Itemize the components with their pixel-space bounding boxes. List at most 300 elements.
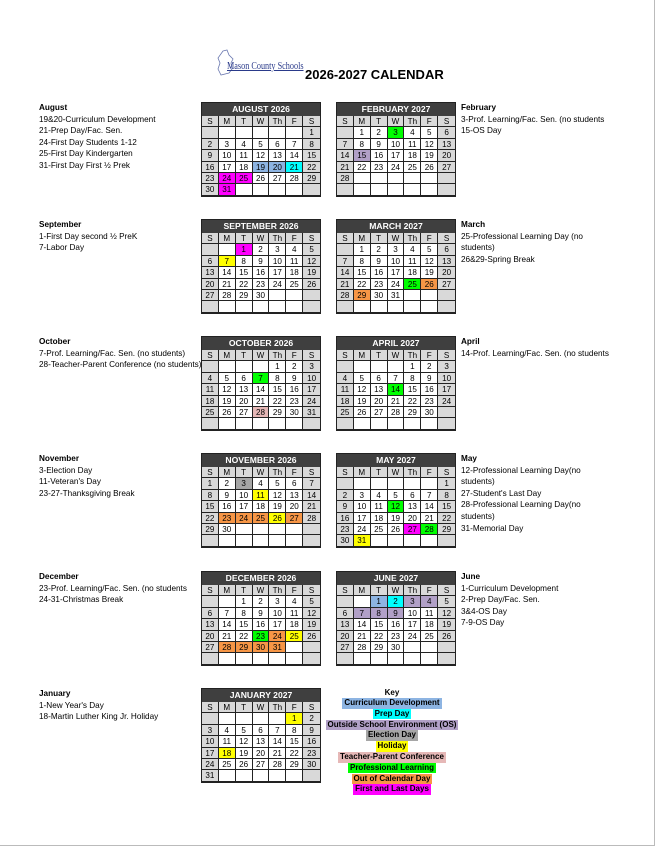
day-cell: 17 <box>202 748 219 759</box>
day-cell: 6 <box>202 256 219 267</box>
calendar-grid <box>202 116 320 196</box>
empty-cell <box>219 418 236 429</box>
empty-cell <box>253 535 270 546</box>
day-cell: 19 <box>388 513 405 524</box>
day-cell: 18 <box>236 162 253 173</box>
day-cell: 18 <box>404 150 421 161</box>
day-cell: 23 <box>371 279 388 290</box>
weekday-header: S <box>337 467 354 478</box>
calendar-title: APRIL 2027 <box>337 337 455 350</box>
note-line: 24-First Day Students 1-12 <box>39 137 137 147</box>
note-line: 28-Teacher-Parent Conference (no students) <box>39 360 202 370</box>
day-cell: 30 <box>253 642 270 653</box>
day-cell: 3 <box>354 490 371 501</box>
day-cell: 25 <box>253 513 270 524</box>
day-cell: 18 <box>286 267 303 278</box>
day-cell: 10 <box>388 139 405 150</box>
empty-cell <box>202 713 219 724</box>
day-cell: 5 <box>421 244 438 255</box>
note-line: 3-Election Day <box>39 465 93 475</box>
day-cell: 4 <box>404 244 421 255</box>
notes-august <box>39 102 204 172</box>
weekday-header: Th <box>404 116 421 127</box>
day-cell: 16 <box>421 384 438 395</box>
day-cell: 9 <box>253 256 270 267</box>
day-cell: 22 <box>354 279 371 290</box>
day-cell: 19 <box>219 396 236 407</box>
empty-cell <box>337 127 354 138</box>
day-cell: 12 <box>236 736 253 747</box>
weekday-header: S <box>202 116 219 127</box>
day-cell: 15 <box>202 501 219 512</box>
day-cell: 3 <box>388 244 405 255</box>
key-row <box>322 763 462 774</box>
notes-january <box>39 688 204 723</box>
day-cell: 1 <box>236 244 253 255</box>
day-cell: 15 <box>303 150 320 161</box>
day-cell: 2 <box>388 596 405 607</box>
day-cell: 20 <box>438 150 455 161</box>
key-row <box>322 698 462 709</box>
empty-cell <box>337 653 354 664</box>
day-cell: 27 <box>202 642 219 653</box>
weekday-header: M <box>219 467 236 478</box>
key-row <box>322 709 462 720</box>
day-cell: 4 <box>219 725 236 736</box>
day-cell: 12 <box>303 256 320 267</box>
day-cell: 21 <box>421 513 438 524</box>
day-cell: 2 <box>253 244 270 255</box>
day-cell: 16 <box>303 736 320 747</box>
empty-cell <box>354 418 371 429</box>
day-cell: 20 <box>202 631 219 642</box>
empty-cell <box>337 244 354 255</box>
key-row <box>322 720 462 731</box>
empty-cell <box>236 770 253 781</box>
empty-cell <box>303 290 320 301</box>
empty-cell <box>236 184 253 195</box>
notes-september <box>39 219 204 254</box>
day-cell: 6 <box>438 127 455 138</box>
day-cell: 30 <box>219 524 236 535</box>
day-cell: 22 <box>354 162 371 173</box>
empty-cell <box>253 361 270 372</box>
weekday-header: F <box>421 116 438 127</box>
empty-cell <box>303 770 320 781</box>
empty-cell <box>202 301 219 312</box>
calendar-title: SEPTEMBER 2026 <box>202 220 320 233</box>
weekday-header: F <box>286 350 303 361</box>
day-cell: 17 <box>303 384 320 395</box>
day-cell: 4 <box>404 127 421 138</box>
note-line: 3-Prof. Learning/Fac. Sen. (no students <box>461 114 605 124</box>
note-line: 26&29-Spring Break <box>461 254 535 264</box>
day-cell: 19 <box>253 162 270 173</box>
day-cell: 29 <box>354 290 371 301</box>
notes-heading: January <box>39 689 71 698</box>
day-cell: 12 <box>219 384 236 395</box>
day-cell: 12 <box>438 608 455 619</box>
weekday-header: T <box>371 350 388 361</box>
day-cell: 11 <box>219 736 236 747</box>
note-line: 21-Prep Day/Fac. Sen. <box>39 126 123 136</box>
empty-cell <box>253 653 270 664</box>
weekday-header: T <box>236 116 253 127</box>
note-line: 23-27-Thanksgiving Break <box>39 488 135 498</box>
empty-cell <box>303 301 320 312</box>
day-cell: 23 <box>388 631 405 642</box>
empty-cell <box>269 418 286 429</box>
empty-cell <box>219 244 236 255</box>
day-cell: 31 <box>354 535 371 546</box>
notes-october <box>39 336 204 371</box>
day-cell: 12 <box>354 384 371 395</box>
day-cell: 11 <box>337 384 354 395</box>
day-cell: 22 <box>269 396 286 407</box>
day-cell: 18 <box>371 513 388 524</box>
day-cell: 20 <box>438 267 455 278</box>
weekday-header: S <box>303 350 320 361</box>
day-cell: 21 <box>354 631 371 642</box>
day-cell: 8 <box>371 608 388 619</box>
header <box>215 55 475 95</box>
day-cell: 13 <box>286 490 303 501</box>
empty-cell <box>269 713 286 724</box>
empty-cell <box>236 713 253 724</box>
empty-cell <box>286 127 303 138</box>
weekday-header: T <box>371 233 388 244</box>
note-line: 7-Prof. Learning/Fac. Sen. (no students) <box>39 348 186 358</box>
day-cell: 31 <box>303 407 320 418</box>
day-cell: 24 <box>438 396 455 407</box>
day-cell: 19 <box>421 150 438 161</box>
empty-cell <box>404 418 421 429</box>
day-cell: 19 <box>303 619 320 630</box>
day-cell: 30 <box>421 407 438 418</box>
day-cell: 19 <box>236 748 253 759</box>
day-cell: 25 <box>421 631 438 642</box>
day-cell: 4 <box>286 244 303 255</box>
calendar-grid <box>337 233 455 313</box>
empty-cell <box>269 290 286 301</box>
empty-cell <box>286 653 303 664</box>
weekday-header: W <box>388 585 405 596</box>
weekday-header: F <box>421 233 438 244</box>
day-cell: 22 <box>236 631 253 642</box>
day-cell: 29 <box>286 759 303 770</box>
empty-cell <box>303 653 320 664</box>
empty-cell <box>421 535 438 546</box>
day-cell: 26 <box>303 279 320 290</box>
empty-cell <box>202 596 219 607</box>
empty-cell <box>421 642 438 653</box>
key-item-label: Professional Learning <box>349 762 435 772</box>
day-cell: 23 <box>303 748 320 759</box>
day-cell: 13 <box>269 150 286 161</box>
day-cell: 17 <box>388 267 405 278</box>
day-cell: 1 <box>354 127 371 138</box>
notes-april <box>461 336 611 359</box>
day-cell: 3 <box>388 127 405 138</box>
key-item-label: Outside School Environment (OS) <box>327 719 457 729</box>
day-cell: 25 <box>371 524 388 535</box>
day-cell: 14 <box>354 619 371 630</box>
notes-heading: May <box>461 454 477 463</box>
empty-cell <box>337 478 354 489</box>
day-cell: 13 <box>337 619 354 630</box>
weekday-header: S <box>202 467 219 478</box>
day-cell: 15 <box>354 150 371 161</box>
empty-cell <box>303 524 320 535</box>
note-line: 19&20-Curriculum Development <box>39 114 156 124</box>
day-cell: 9 <box>337 501 354 512</box>
calendar-title: DECEMBER 2026 <box>202 572 320 585</box>
day-cell: 25 <box>236 173 253 184</box>
day-cell: 20 <box>337 631 354 642</box>
empty-cell <box>404 478 421 489</box>
school-logo <box>215 55 305 81</box>
day-cell: 15 <box>236 267 253 278</box>
day-cell: 7 <box>337 256 354 267</box>
weekday-header: M <box>219 233 236 244</box>
weekday-header: F <box>286 467 303 478</box>
day-cell: 4 <box>202 373 219 384</box>
day-cell: 29 <box>303 173 320 184</box>
day-cell: 23 <box>337 524 354 535</box>
weekday-header: S <box>303 467 320 478</box>
empty-cell <box>404 184 421 195</box>
empty-cell <box>388 418 405 429</box>
day-cell: 10 <box>388 256 405 267</box>
calendar-title: OCTOBER 2026 <box>202 337 320 350</box>
day-cell: 10 <box>202 736 219 747</box>
weekday-header: Th <box>269 467 286 478</box>
day-cell: 24 <box>388 162 405 173</box>
day-cell: 6 <box>253 725 270 736</box>
day-cell: 14 <box>388 384 405 395</box>
empty-cell <box>388 478 405 489</box>
key-item-label: Out of Calendar Day <box>353 773 431 783</box>
day-cell: 29 <box>202 524 219 535</box>
day-cell: 3 <box>438 361 455 372</box>
day-cell: 30 <box>253 290 270 301</box>
day-cell: 16 <box>286 384 303 395</box>
notes-heading: October <box>39 337 71 346</box>
day-cell: 16 <box>337 513 354 524</box>
day-cell: 3 <box>269 596 286 607</box>
day-cell: 8 <box>236 256 253 267</box>
day-cell: 1 <box>269 361 286 372</box>
note-line: 18-Martin Luther King Jr. Holiday <box>39 712 159 722</box>
calendar-grid <box>337 116 455 196</box>
empty-cell <box>337 418 354 429</box>
day-cell: 20 <box>371 396 388 407</box>
day-cell: 10 <box>404 608 421 619</box>
empty-cell <box>421 653 438 664</box>
day-cell: 29 <box>269 407 286 418</box>
day-cell: 8 <box>354 256 371 267</box>
weekday-header: Th <box>404 233 421 244</box>
empty-cell <box>388 535 405 546</box>
weekday-header: Th <box>269 116 286 127</box>
empty-cell <box>286 418 303 429</box>
day-cell: 2 <box>219 478 236 489</box>
day-cell: 16 <box>253 619 270 630</box>
day-cell: 5 <box>388 490 405 501</box>
day-cell: 1 <box>438 478 455 489</box>
empty-cell <box>269 535 286 546</box>
day-cell: 14 <box>337 150 354 161</box>
day-cell: 13 <box>404 501 421 512</box>
day-cell: 26 <box>438 631 455 642</box>
day-cell: 8 <box>269 373 286 384</box>
weekday-header: F <box>286 233 303 244</box>
day-cell: 27 <box>253 759 270 770</box>
empty-cell <box>219 535 236 546</box>
day-cell: 16 <box>371 267 388 278</box>
empty-cell <box>219 127 236 138</box>
day-cell: 4 <box>337 373 354 384</box>
empty-cell <box>438 173 455 184</box>
day-cell: 7 <box>286 139 303 150</box>
day-cell: 17 <box>269 619 286 630</box>
day-cell: 28 <box>354 642 371 653</box>
day-cell: 25 <box>219 759 236 770</box>
notes-december <box>39 571 204 606</box>
notes-heading: September <box>39 220 82 229</box>
day-cell: 24 <box>303 396 320 407</box>
empty-cell <box>337 184 354 195</box>
empty-cell <box>337 301 354 312</box>
day-cell: 14 <box>303 490 320 501</box>
calendar-oct <box>201 336 321 431</box>
weekday-header: M <box>219 585 236 596</box>
empty-cell <box>354 184 371 195</box>
weekday-header: M <box>354 467 371 478</box>
day-cell: 31 <box>269 642 286 653</box>
day-cell: 9 <box>286 373 303 384</box>
day-cell: 27 <box>438 162 455 173</box>
day-cell: 25 <box>202 407 219 418</box>
day-cell: 28 <box>286 173 303 184</box>
empty-cell <box>269 184 286 195</box>
notes-heading: April <box>461 337 480 346</box>
day-cell: 18 <box>337 396 354 407</box>
empty-cell <box>236 361 253 372</box>
key-row <box>322 784 462 795</box>
weekday-header: S <box>438 116 455 127</box>
note-line: 24-31-Christmas Break <box>39 595 124 605</box>
day-cell: 14 <box>269 736 286 747</box>
day-cell: 17 <box>388 150 405 161</box>
day-cell: 17 <box>236 501 253 512</box>
calendar-dec <box>201 571 321 666</box>
empty-cell <box>421 290 438 301</box>
empty-cell <box>286 535 303 546</box>
day-cell: 23 <box>371 162 388 173</box>
day-cell: 22 <box>236 279 253 290</box>
day-cell: 21 <box>388 396 405 407</box>
note-line: 1-New Year's Day <box>39 700 104 710</box>
day-cell: 3 <box>303 361 320 372</box>
day-cell: 6 <box>371 373 388 384</box>
day-cell: 1 <box>303 127 320 138</box>
day-cell: 16 <box>371 150 388 161</box>
day-cell: 11 <box>202 384 219 395</box>
empty-cell <box>388 361 405 372</box>
day-cell: 24 <box>354 524 371 535</box>
day-cell: 10 <box>303 373 320 384</box>
calendar-title: FEBRUARY 2027 <box>337 103 455 116</box>
key-item-label: Prep Day <box>374 708 410 718</box>
day-cell: 12 <box>303 608 320 619</box>
day-cell: 21 <box>269 748 286 759</box>
day-cell: 18 <box>421 619 438 630</box>
empty-cell <box>371 653 388 664</box>
day-cell: 11 <box>286 608 303 619</box>
empty-cell <box>371 173 388 184</box>
day-cell: 1 <box>404 361 421 372</box>
day-cell: 12 <box>421 256 438 267</box>
day-cell: 13 <box>236 384 253 395</box>
day-cell: 5 <box>253 139 270 150</box>
weekday-header: W <box>388 350 405 361</box>
empty-cell <box>404 290 421 301</box>
empty-cell <box>269 127 286 138</box>
key-row <box>322 752 462 763</box>
day-cell: 7 <box>219 256 236 267</box>
note-line: 1-First Day second ½ PreK <box>39 231 138 241</box>
empty-cell <box>286 642 303 653</box>
day-cell: 22 <box>202 513 219 524</box>
day-cell: 9 <box>202 150 219 161</box>
day-cell: 10 <box>354 501 371 512</box>
day-cell: 23 <box>202 173 219 184</box>
day-cell: 26 <box>253 173 270 184</box>
empty-cell <box>404 535 421 546</box>
day-cell: 24 <box>269 279 286 290</box>
day-cell: 30 <box>337 535 354 546</box>
weekday-header: W <box>253 350 270 361</box>
empty-cell <box>354 478 371 489</box>
day-cell: 5 <box>303 596 320 607</box>
calendar-title: AUGUST 2026 <box>202 103 320 116</box>
weekday-header: S <box>438 233 455 244</box>
day-cell: 2 <box>371 244 388 255</box>
day-cell: 25 <box>404 279 421 290</box>
day-cell: 1 <box>236 596 253 607</box>
weekday-header: T <box>371 585 388 596</box>
calendar-aug <box>201 102 321 197</box>
empty-cell <box>253 184 270 195</box>
day-cell: 21 <box>219 279 236 290</box>
day-cell: 30 <box>303 759 320 770</box>
day-cell: 27 <box>371 407 388 418</box>
day-cell: 15 <box>269 384 286 395</box>
empty-cell <box>253 524 270 535</box>
empty-cell <box>269 770 286 781</box>
calendar-grid <box>202 702 320 782</box>
empty-cell <box>303 535 320 546</box>
day-cell: 23 <box>421 396 438 407</box>
day-cell: 22 <box>438 513 455 524</box>
weekday-header: S <box>202 702 219 713</box>
day-cell: 11 <box>371 501 388 512</box>
weekday-header: Th <box>269 233 286 244</box>
note-line: 2-Prep Day/Fac. Sen. <box>461 595 540 605</box>
empty-cell <box>371 535 388 546</box>
weekday-header: T <box>236 233 253 244</box>
